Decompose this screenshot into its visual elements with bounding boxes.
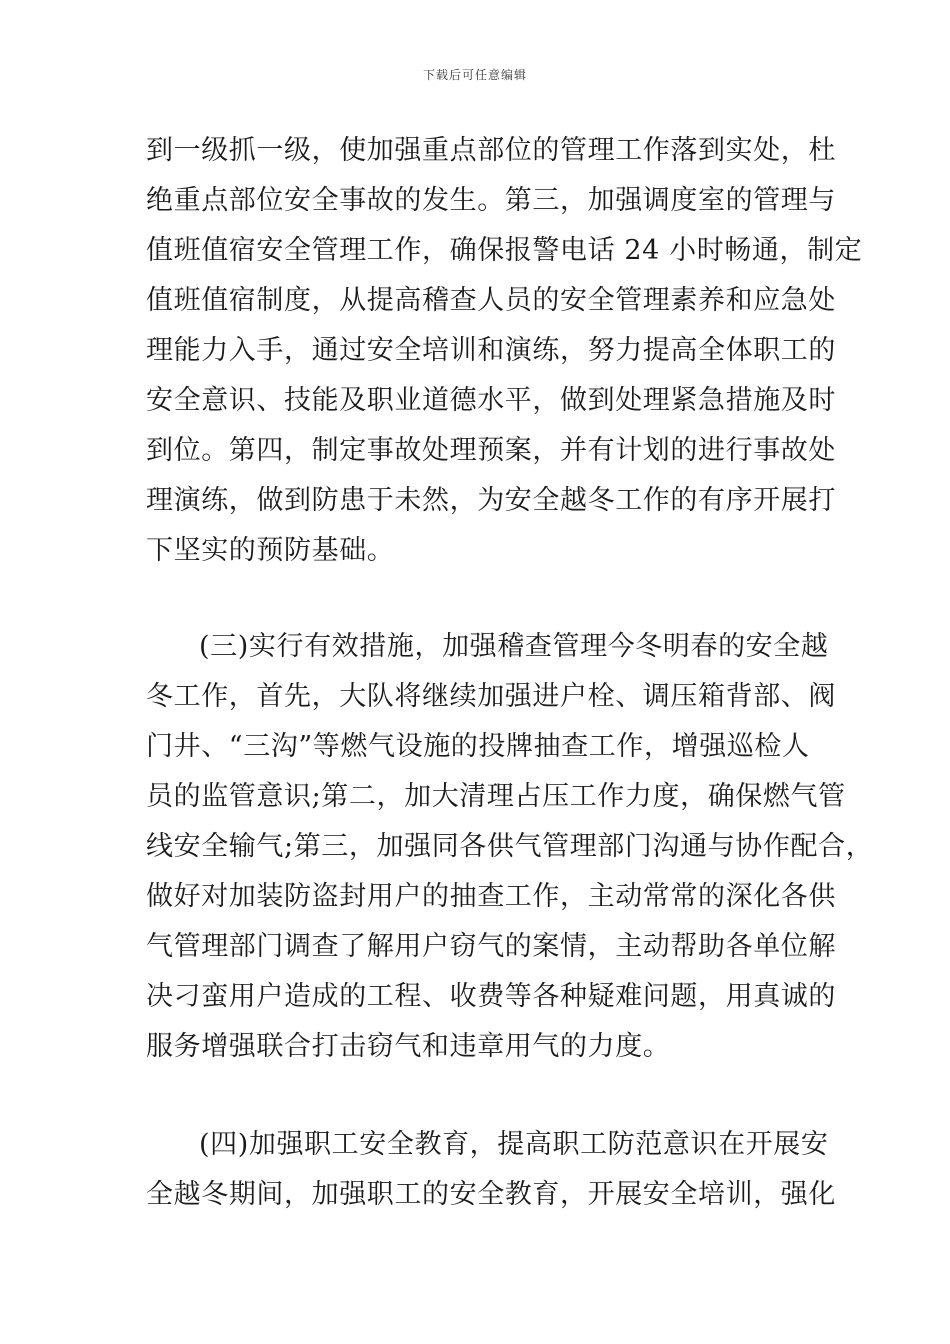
text-line: 全越冬期间，加强职工的安全教育，开展安全培训，强化 bbox=[146, 1179, 836, 1210]
paragraph-1 bbox=[146, 126, 863, 576]
text-line: 值班值宿安全管理工作，确保报警电话 24 小时畅通，制定 bbox=[146, 235, 863, 266]
text-line: 到一级抓一级，使加强重点部位的管理工作落到实处，杜 bbox=[146, 135, 836, 166]
text-line: 气管理部门调查了解用户窃气的案情，主动帮助各单位解 bbox=[146, 931, 836, 962]
text-line: 值班值宿制度，从提高稽查人员的安全管理素养和应急处 bbox=[146, 285, 836, 316]
text-line: 线安全输气;第三，加强同各供气管理部门沟通与协作配合， bbox=[146, 831, 874, 862]
text-line: 理能力入手，通过安全培训和演练，努力提高全体职工的 bbox=[146, 335, 836, 366]
text-line: 绝重点部位安全事故的发生。第三，加强调度室的管理与 bbox=[146, 185, 836, 216]
text-line: 决刁蛮用户造成的工程、收费等各种疑难问题，用真诚的 bbox=[146, 981, 836, 1012]
text-line: 理演练，做到防患于未然，为安全越冬工作的有序开展打 bbox=[146, 485, 836, 516]
text-line: 到位。第四，制定事故处理预案，并有计划的进行事故处 bbox=[146, 435, 836, 466]
text-line: (四)加强职工安全教育，提高职工防范意识在开展安 bbox=[199, 1129, 829, 1160]
paragraph-2 bbox=[146, 622, 874, 1072]
text-line: 冬工作，首先，大队将继续加强进户栓、调压箱背部、阀 bbox=[146, 681, 836, 712]
paragraph-3 bbox=[146, 1120, 836, 1220]
text-line: (三)实行有效措施，加强稽查管理今冬明春的安全越 bbox=[199, 631, 829, 662]
text-line: 门井、“三沟”等燃气设施的投牌抽查工作，增强巡检人 bbox=[146, 731, 810, 762]
text-line: 下坚实的预防基础。 bbox=[146, 535, 395, 566]
header-note: 下载后可任意编辑 bbox=[422, 68, 527, 82]
text-line: 服务增强联合打击窃气和违章用气的力度。 bbox=[146, 1031, 671, 1062]
text-line: 做好对加装防盗封用户的抽查工作，主动常常的深化各供 bbox=[146, 881, 836, 912]
text-line: 员的监管意识;第二，加大清理占压工作力度，确保燃气管 bbox=[146, 781, 846, 812]
text-line: 安全意识、技能及职业道德水平，做到处理紧急措施及时 bbox=[146, 385, 836, 416]
